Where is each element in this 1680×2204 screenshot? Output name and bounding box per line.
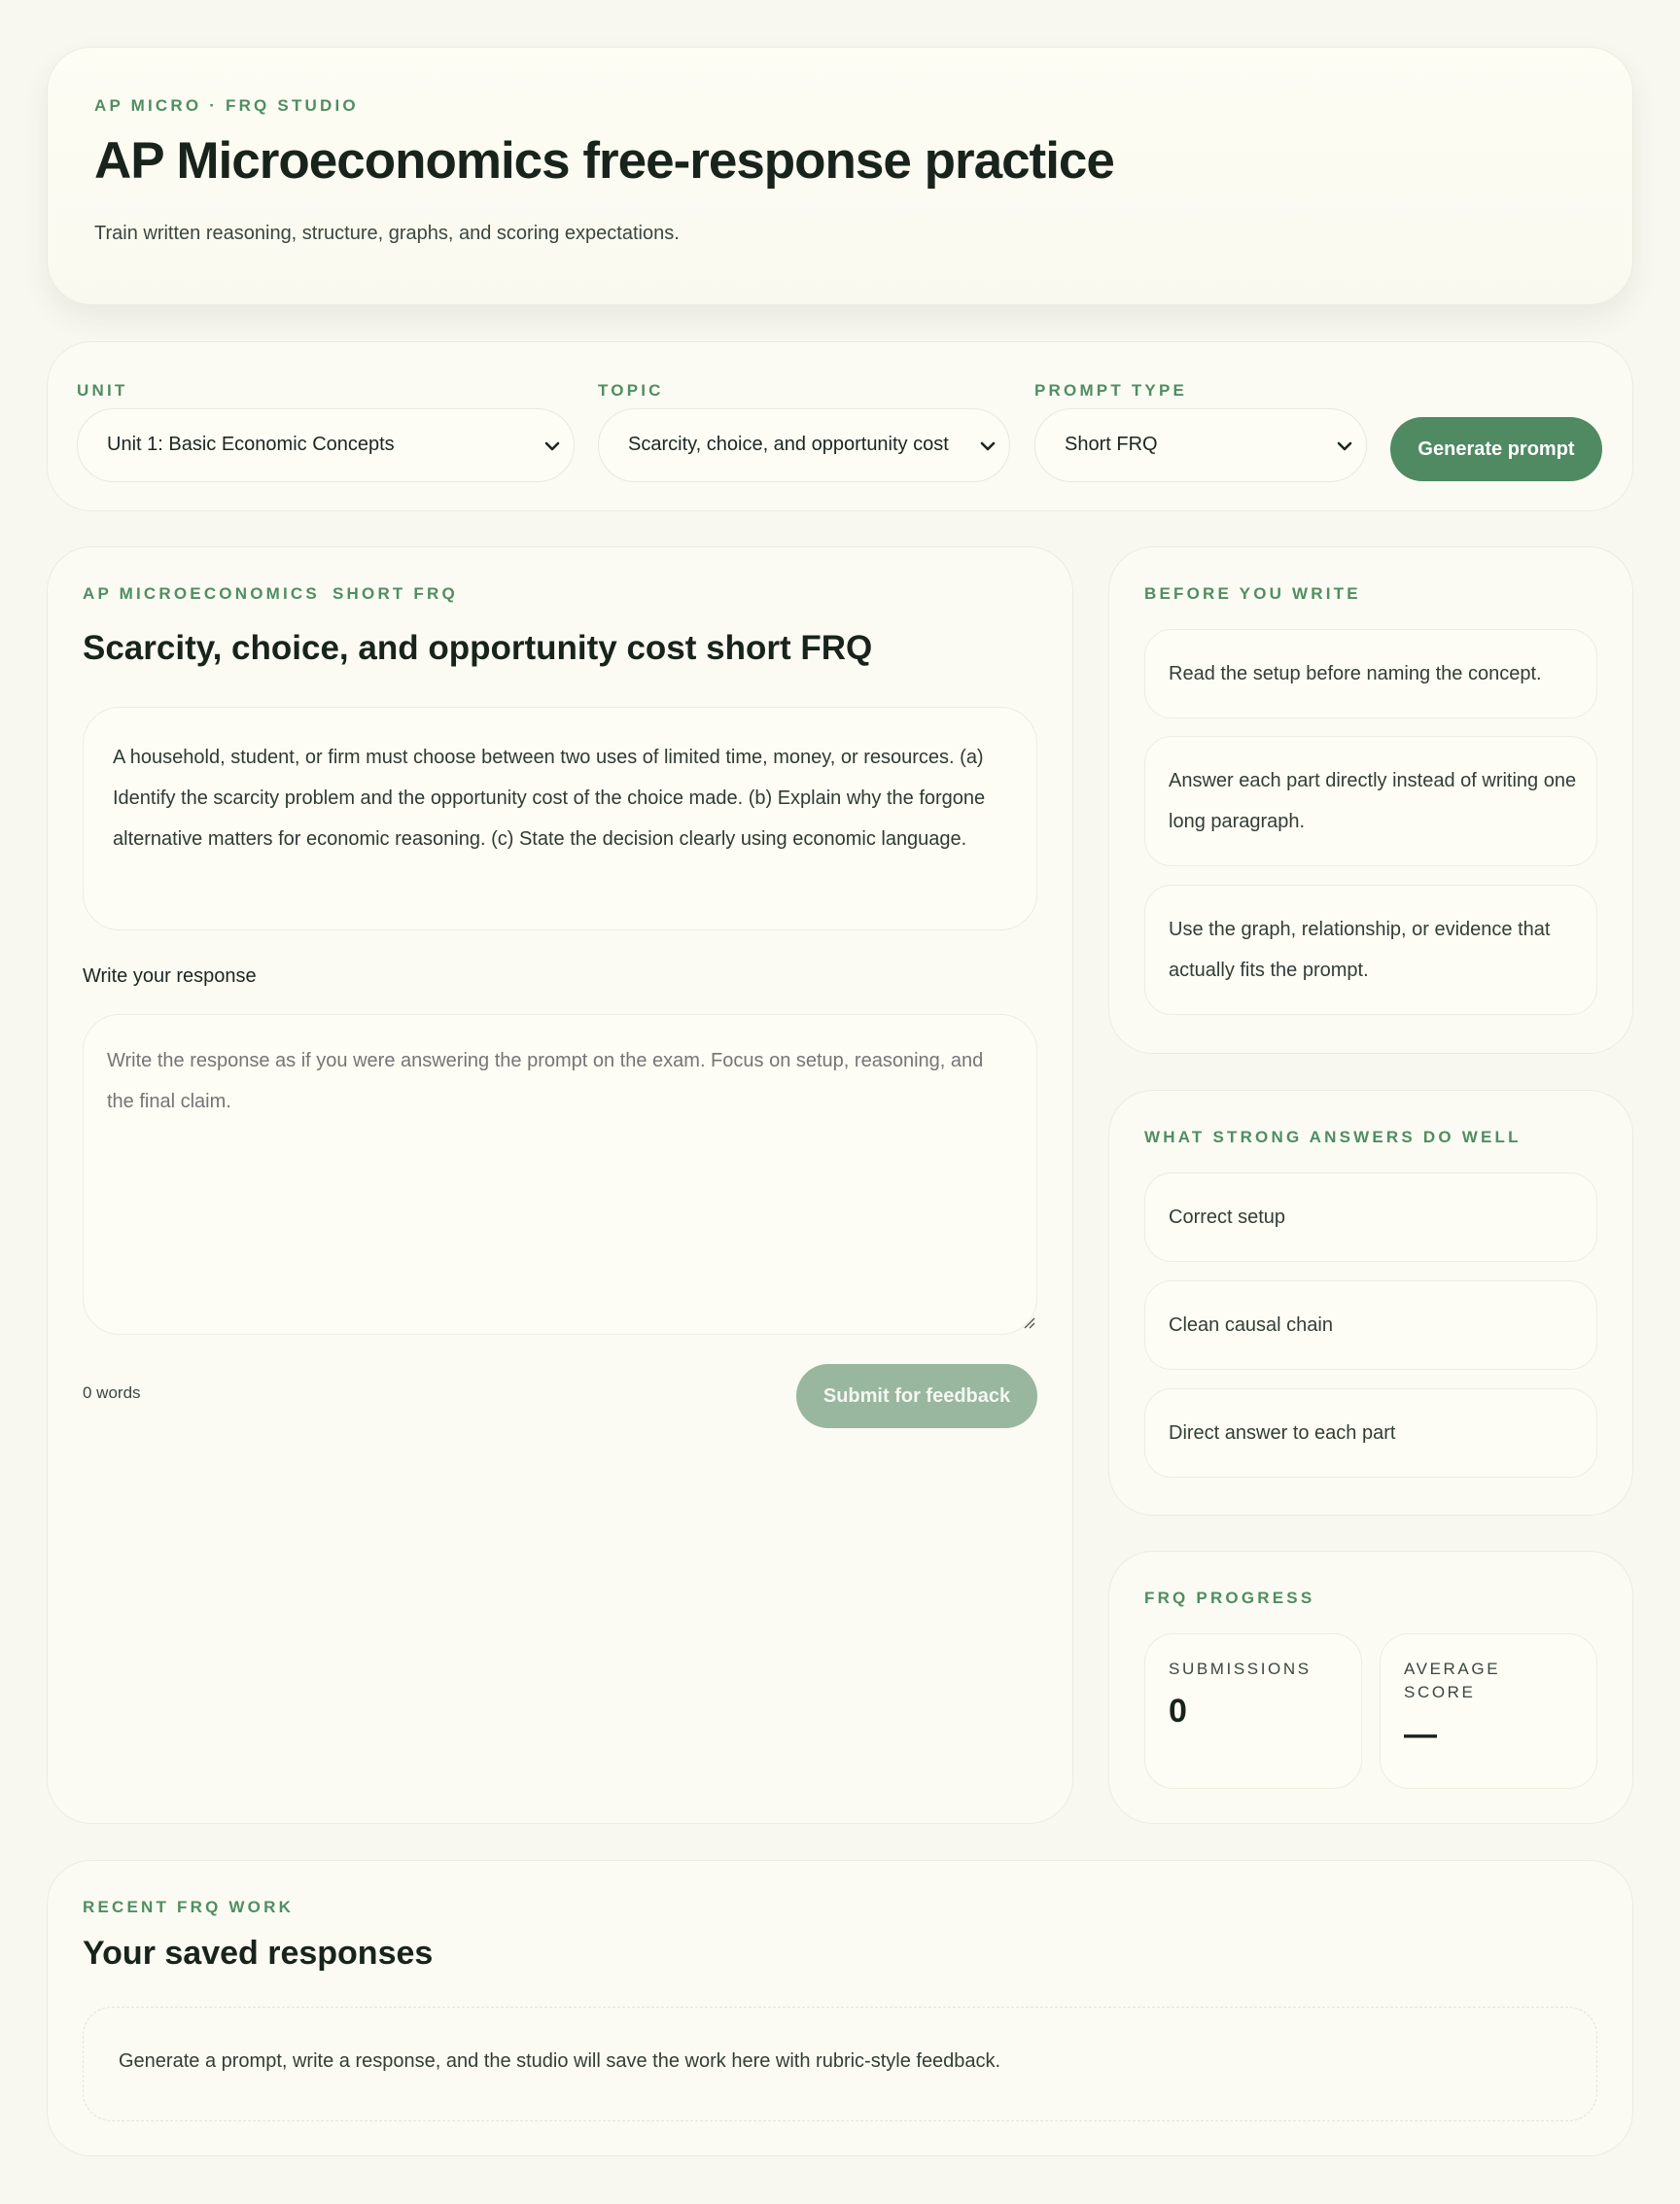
prompt-controls	[47, 341, 1633, 511]
unit-select[interactable]	[77, 408, 575, 482]
empty-state-text: Generate a prompt, write a response, and the studio will save the work here with rubric-style feedback.	[119, 2050, 1001, 2072]
criteria-card	[1144, 1280, 1597, 1370]
empty-state	[83, 2007, 1597, 2121]
topic-label: TOPIC	[598, 381, 664, 400]
page-subtitle: Train written reasoning, structure, graphs, and scoring expectations.	[94, 223, 680, 244]
criteria-card	[1144, 1172, 1597, 1262]
average-score-label: AVERAGE SCORE	[1404, 1660, 1501, 1701]
prompt-title: Scarcity, choice, and opportunity cost short FRQ	[83, 629, 873, 667]
prompt-type-value: Short FRQ	[1065, 434, 1158, 455]
recent-work-title: Your saved responses	[83, 1935, 434, 1972]
prompt-type-label: PROMPT TYPE	[1034, 381, 1188, 400]
criteria-card	[1144, 1388, 1597, 1478]
unit-select-value: Unit 1: Basic Economic Concepts	[107, 434, 395, 455]
chevron-down-icon	[1333, 435, 1356, 458]
recent-work-eyebrow: RECENT FRQ WORK	[83, 1898, 295, 1916]
page-title: AP Microeconomics free-response practice	[94, 132, 1114, 190]
tip-text: Read the setup before naming the concept.	[1169, 663, 1542, 684]
before-you-write-panel	[1108, 546, 1633, 1054]
frq-progress-heading: FRQ PROGRESS	[1144, 1589, 1315, 1607]
generate-prompt-button[interactable]: Generate prompt	[1390, 417, 1602, 481]
app-eyebrow: AP MICRO · FRQ STUDIO	[94, 96, 359, 115]
submissions-stat	[1144, 1633, 1362, 1789]
strong-answers-panel	[1108, 1090, 1633, 1516]
topic-select[interactable]	[598, 408, 1010, 482]
criteria-text: Correct setup	[1169, 1207, 1286, 1228]
resize-handle-icon[interactable]	[1022, 1315, 1035, 1329]
tip-card	[1144, 885, 1597, 1015]
prompt-text: A household, student, or firm must choose between two uses of limited time, money, or resources. (a) Identify the scarcity problem and the opportunity cost of the choice made. (b) Explain why the forgone alternative matters for economic reasoning. (c) State the decision clearly using economic language.	[83, 707, 1037, 930]
criteria-text: Direct answer to each part	[1169, 1422, 1396, 1444]
tip-card	[1144, 629, 1597, 718]
submissions-label: SUBMISSIONS	[1169, 1660, 1312, 1678]
prompt-type-select[interactable]	[1034, 408, 1367, 482]
average-score-stat	[1380, 1633, 1597, 1789]
topic-select-value: Scarcity, choice, and opportunity cost	[628, 434, 949, 455]
tip-text: Use the graph, relationship, or evidence that actually fits the prompt.	[1169, 919, 1551, 981]
frq-progress-panel	[1108, 1551, 1633, 1824]
recent-work-panel	[47, 1860, 1633, 2156]
criteria-text: Clean causal chain	[1169, 1314, 1333, 1336]
tip-card	[1144, 736, 1597, 866]
before-you-write-heading: BEFORE YOU WRITE	[1144, 584, 1361, 603]
average-score-value: —	[1404, 1716, 1437, 1753]
prompt-panel	[47, 546, 1073, 1824]
tip-text: Answer each part directly instead of writing one long paragraph.	[1169, 770, 1577, 832]
page-header	[47, 47, 1633, 305]
unit-label: UNIT	[77, 381, 128, 400]
strong-answers-heading: WHAT STRONG ANSWERS DO WELL	[1144, 1128, 1522, 1146]
response-label: Write your response	[83, 965, 257, 987]
chevron-down-icon	[976, 435, 999, 458]
word-count: 0 words	[83, 1383, 141, 1402]
submit-feedback-button[interactable]: Submit for feedback	[796, 1364, 1037, 1428]
response-input[interactable]	[83, 1014, 1037, 1335]
prompt-course-tag: AP MICROECONOMICS	[83, 584, 320, 603]
chevron-down-icon	[541, 435, 564, 458]
prompt-type-tag: SHORT FRQ	[332, 584, 458, 603]
submissions-value: 0	[1169, 1693, 1187, 1730]
